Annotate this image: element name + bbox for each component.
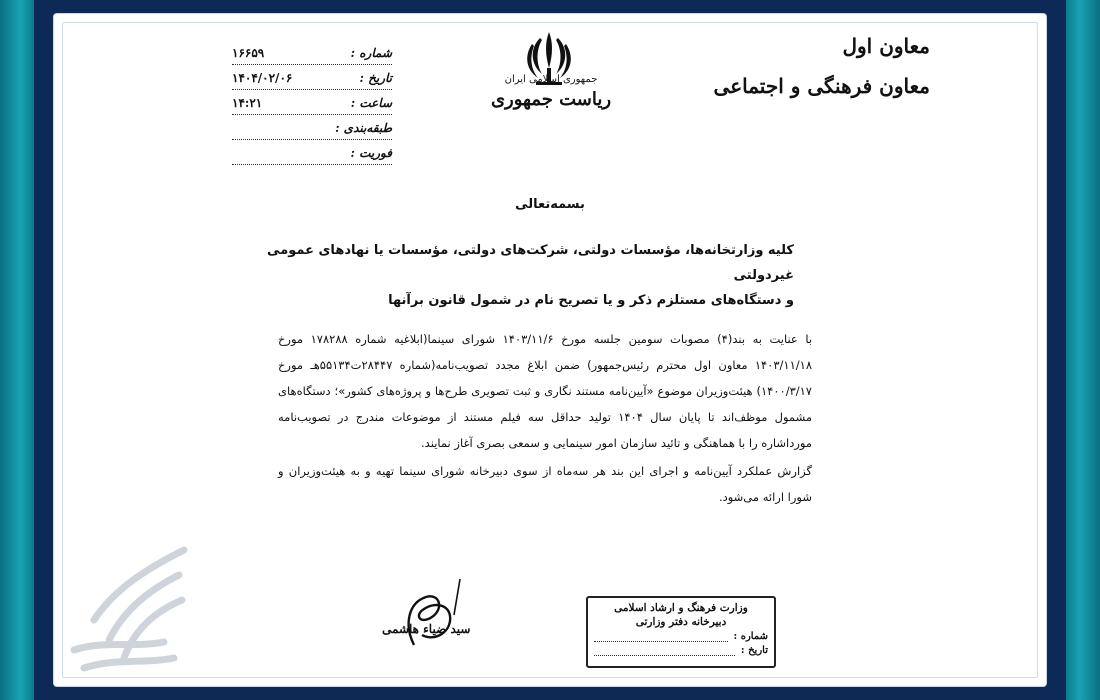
presidency-small-line: جمهوری اسلامی ایران	[504, 74, 598, 85]
meta-number-row	[232, 42, 392, 65]
meta-time-value: ۱۴:۲۱	[232, 96, 263, 110]
stamp-number-label: شماره :	[733, 631, 768, 642]
meta-date-row	[232, 67, 392, 90]
signatory-name: سید ضیاء هاشمی	[382, 622, 471, 636]
letter-body	[278, 326, 812, 510]
stamp-date-label: تاریخ :	[740, 645, 768, 656]
stamp-line-2: دبیرخانه دفتر وزارتی	[635, 616, 727, 628]
ministry-stamp	[586, 596, 776, 668]
meta-time-row	[232, 92, 392, 115]
body-paragraph-1: با عنایت به بند(۴) مصوبات سومین جلسه مورخ ۱۴۰۳/۱۱/۶ شورای سینما(ابلاغیه شماره ۱۷۸۲۸۸ مورخ ۱۴۰۳/۱۱/۱۸ معاون اول محترم رئیس‌جمهور) ضمن ابلاغ مجدد تصویب‌نامه(شماره ۲۸۴۴۷ت۵۵۱۳۴هـ مورخ ۱۴۰۰/۳/۱۷) هیئت‌وزیران موضوع «آیین‌نامه مستند نگاری و ثبت تصویری طرح‌ها و پروژه‌های کشور»؛ دستگاه‌های مشمول موظف‌اند تا پایان سال ۱۴۰۴ تولید حداقل سه فیلم مستند از موضوعات مندرج در تصویب‌نامه مورداشاره را با هماهنگی و تائید سازمان امور سینمایی و سمعی بصری آغاز نمایند.	[278, 332, 813, 450]
signature-scribble-icon	[374, 575, 492, 655]
left-teal-border	[0, 0, 34, 700]
addressee-line-1: کلیه وزارتخانه‌ها، مؤسسات دولتی، شرکت‌های دولتی، مؤسسات یا نهادهای عمومی غیردولتی	[267, 243, 794, 283]
meta-date-label: تاریخ :	[359, 71, 392, 85]
stamp-date-row	[594, 645, 768, 656]
presidency-name: ریاست جمهوری	[490, 89, 612, 110]
deputy-title: معاون اول	[842, 34, 930, 58]
addressee-line-2: و دستگاه‌های مستلزم ذکر و یا تصریح نام در شمول قانون برآنها	[388, 293, 794, 308]
meta-number-value: ۱۶۶۵۹	[232, 46, 265, 60]
meta-classification-row	[232, 117, 392, 140]
stamp-line-1: وزارت فرهنگ و ارشاد اسلامی	[614, 602, 748, 614]
meta-date-value: ۱۴۰۴/۰۲/۰۶	[232, 71, 293, 85]
meta-time-label: ساعت :	[350, 96, 392, 110]
calligraphy-logo-icon	[54, 530, 204, 680]
presidency-block	[446, 74, 656, 110]
deputy-header	[714, 34, 930, 98]
meta-urgency-label: فوریت :	[350, 146, 392, 160]
meta-classification-label: طبقه‌بندی :	[335, 121, 392, 135]
stamp-number-row	[594, 631, 768, 642]
right-teal-border	[1066, 0, 1100, 700]
letter-meta	[232, 42, 392, 167]
addressee	[234, 238, 794, 313]
deputy-subtitle: معاون فرهنگی و اجتماعی	[713, 74, 930, 98]
meta-number-label: شماره :	[350, 46, 392, 60]
bismillah: بسمه‌تعالی	[515, 197, 585, 212]
meta-urgency-row	[232, 142, 392, 165]
body-paragraph-2: گزارش عملکرد آیین‌نامه و اجرای این بند هر سه‌ماه از سوی دبیرخانه شورای سینما تهیه و به هیئت‌وزیران و شورا ارائه می‌شود.	[278, 464, 812, 504]
